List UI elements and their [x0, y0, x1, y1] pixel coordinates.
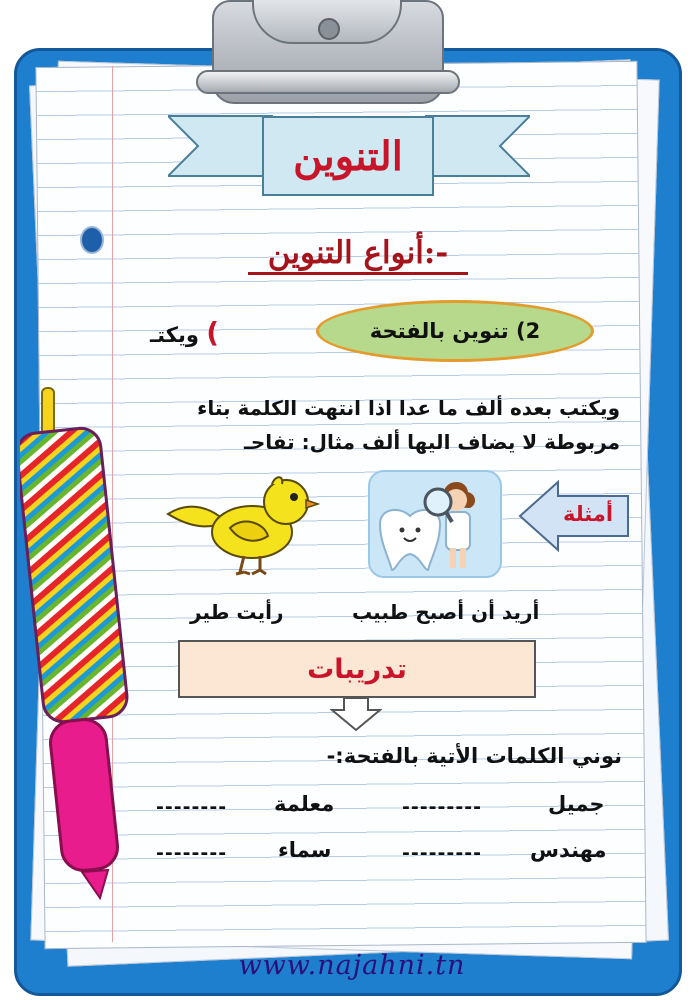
- exercises-title: تدريبات: [307, 653, 407, 685]
- side-paren: ): [206, 316, 220, 349]
- exercise-word: مهندس: [530, 838, 607, 862]
- exercise-word: معلمة: [274, 792, 335, 816]
- answer-blank[interactable]: --------: [156, 842, 228, 864]
- caption-doctor: أريد أن أصبح طبيب: [352, 600, 540, 624]
- answer-blank[interactable]: ---------: [402, 796, 482, 818]
- binder-hole: [80, 226, 104, 254]
- exercises-banner: [178, 640, 536, 698]
- section-heading: أنواع التنوين:-: [248, 234, 468, 275]
- exercise-word: سماء: [278, 838, 332, 862]
- side-word: ويكتـ: [150, 323, 199, 347]
- page-title: التنوين: [293, 132, 403, 180]
- website-link[interactable]: www.najahni.tn: [238, 950, 466, 981]
- examples-label: أمثلة: [562, 502, 614, 526]
- tanween-type-label: 2) تنوين بالفتحة: [369, 319, 541, 343]
- title-banner: [262, 116, 434, 196]
- clipboard-clip-bar: [196, 70, 460, 94]
- tanween-type-oval: [316, 300, 594, 362]
- pen-icon: [20, 380, 130, 904]
- doctor-illustration: [368, 470, 502, 578]
- answer-blank[interactable]: ---------: [402, 842, 482, 864]
- exercise-word: جميل: [548, 792, 605, 816]
- clipboard-clip-screw: [318, 18, 340, 40]
- answer-blank[interactable]: --------: [156, 796, 228, 818]
- rule-line-2: مربوطة لا يضاف اليها ألف مثال: تفاحـ: [244, 430, 620, 454]
- exercise-instruction: نوني الكلمات الأتية بالفتحة:-: [326, 744, 622, 768]
- bird-illustration: [160, 470, 320, 584]
- rule-line-1: ويكتب بعده ألف ما عدا اذا انتهت الكلمة بتاء: [197, 396, 620, 420]
- side-note: [150, 316, 225, 349]
- arrow-down-icon: [330, 698, 382, 736]
- caption-bird: رأيت طير: [190, 600, 284, 624]
